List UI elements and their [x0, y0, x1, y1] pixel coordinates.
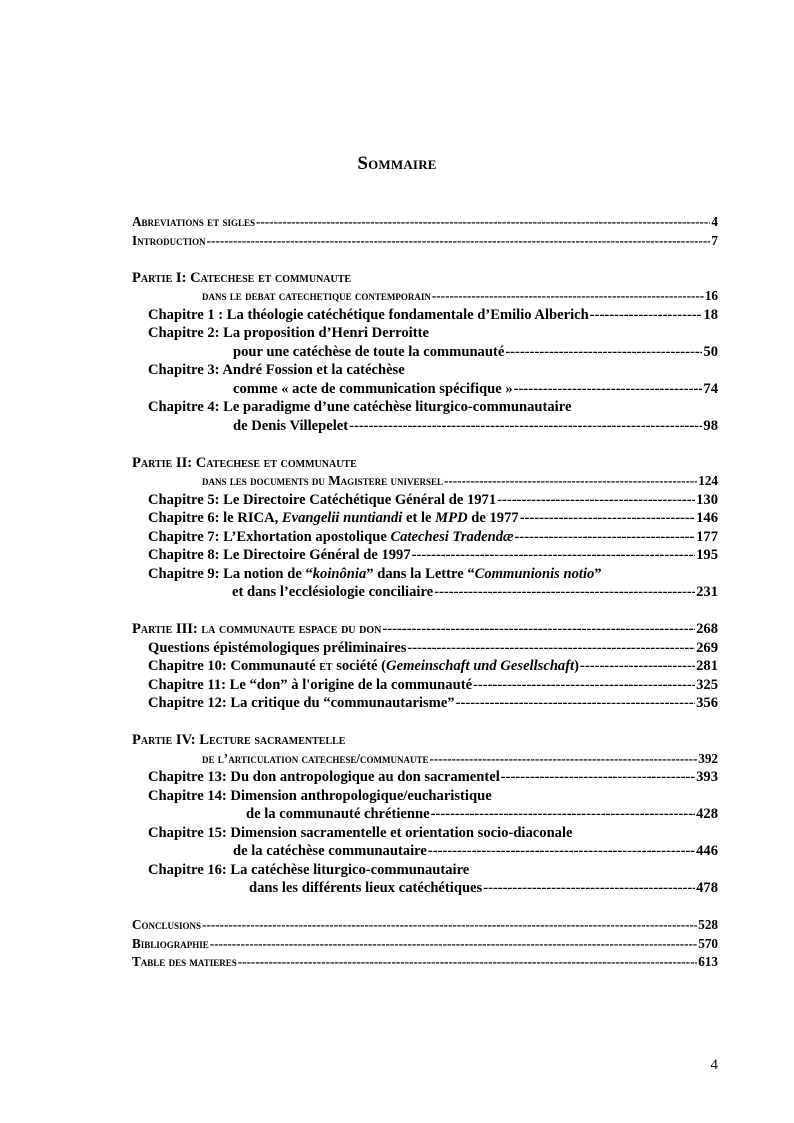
toc-entry-chapter[interactable]: [132, 695, 718, 714]
entry-label: Bibliographie: [132, 935, 209, 951]
entry-label: Chapitre 10: Communauté et société (Gemeinschaft und Gesellschaft): [148, 658, 580, 674]
toc-entry-introduction[interactable]: [132, 233, 718, 252]
page-number: 4: [710, 1057, 718, 1073]
entry-label: Chapitre 11: Le “don” à l'origine de la communauté: [148, 676, 473, 693]
entry-label: Conclusions: [132, 917, 202, 932]
entry-label: Abreviations et sigles: [132, 214, 255, 229]
entry-page: 74: [703, 380, 718, 397]
entry-page: 195: [696, 547, 718, 563]
chapter-title-line: Chapitre 3: André Fossion et la catéchèse: [148, 362, 405, 378]
part-heading: Partie II: Catechese et communaute: [132, 454, 357, 471]
entry-page: 356: [696, 695, 718, 711]
part-heading: Partie IV: Lecture sacramentelle: [132, 732, 346, 748]
entry-label: dans les documents du Magistere universel: [202, 473, 443, 488]
entry-page: 7: [711, 232, 718, 248]
entry-page: 231: [696, 584, 718, 600]
entry-page: 124: [698, 473, 718, 488]
entry-page: 446: [696, 843, 718, 859]
entry-page: 16: [704, 288, 718, 303]
toc-entry-chapter[interactable]: [132, 658, 718, 677]
entry-label: comme « acte de communication spécifique »: [233, 380, 513, 397]
entry-label: dans les différents lieux catéchétiques: [249, 880, 483, 896]
entry-label: Table des matieres: [132, 954, 237, 969]
entry-page: 146: [696, 510, 718, 526]
toc-entry-chapter[interactable]: [132, 769, 718, 788]
entry-label: Chapitre 1 : La théologie catéchétique fondamentale d’Emilio Alberich: [148, 306, 589, 323]
entry-page: 98: [703, 417, 718, 434]
toc-entry-chapter[interactable]: [132, 510, 718, 529]
entry-page: 130: [696, 491, 718, 508]
toc-entry-part[interactable]: [132, 751, 718, 770]
entry-page: 18: [703, 306, 718, 323]
part-heading: Partie I: Catechese et communaute: [132, 269, 352, 286]
toc-entry-part[interactable]: [132, 621, 718, 640]
entry-page: 325: [696, 676, 718, 693]
entry-label: de l’articulation catechese/communaute: [202, 750, 429, 766]
entry-label: pour une catéchèse de toute la communauté: [233, 343, 505, 360]
toc-entry-chapter[interactable]: [132, 307, 718, 326]
toc-entry-chapter[interactable]: [132, 584, 718, 603]
toc-entry-chapter[interactable]: [132, 806, 718, 825]
entry-page: 570: [698, 935, 718, 951]
entry-label: Questions épistémologiques préliminaires: [148, 639, 407, 656]
entry-label: Chapitre 7: L’Exhortation apostolique Catechesi Tradendæ: [148, 528, 514, 545]
chapter-title-line: Chapitre 14: Dimension anthropologique/eucharistique: [148, 787, 492, 804]
toc-entry-chapter[interactable]: [132, 880, 718, 899]
entry-page: 392: [698, 750, 718, 766]
entry-label: de la communauté chrétienne: [246, 806, 430, 822]
chapter-title-line: Chapitre 16: La catéchèse liturgico-communautaire: [148, 861, 470, 878]
entry-page: 177: [696, 528, 718, 545]
chapter-title-line: Chapitre 2: La proposition d’Henri Derroitte: [148, 325, 429, 341]
toc-entry-table-of-contents[interactable]: [132, 954, 718, 973]
toc-entry-part[interactable]: [132, 473, 718, 492]
toc-entry-chapter[interactable]: [132, 418, 718, 437]
entry-page: 613: [698, 954, 718, 969]
entry-label: Partie III: la communaute espace du don: [132, 621, 382, 637]
entry-page: 268: [696, 621, 718, 637]
chapter-title-line: Chapitre 4: Le paradigme d’une catéchèse liturgico-communautaire: [148, 399, 572, 415]
page-title: Sommaire: [357, 153, 437, 174]
entry-page: 393: [696, 769, 718, 785]
entry-label: et dans l’ecclésiologie conciliaire: [232, 584, 434, 600]
toc-entry-abbreviations[interactable]: [132, 214, 718, 233]
toc-entry-bibliography[interactable]: [132, 936, 718, 955]
chapter-title-line: Chapitre 9: La notion de “koinônia” dans la Lettre “Communionis notio”: [148, 565, 602, 582]
entry-label: Chapitre 5: Le Directoire Catéchétique Général de 1971: [148, 491, 497, 508]
entry-label: Chapitre 12: La critique du “communautarisme”: [148, 695, 455, 711]
entry-page: 478: [696, 880, 718, 896]
toc-entry-conclusions[interactable]: [132, 917, 718, 936]
toc-entry-part[interactable]: [132, 288, 718, 307]
entry-page: 4: [711, 214, 718, 229]
toc-entry-chapter[interactable]: [132, 640, 718, 659]
entry-page: 428: [696, 806, 718, 822]
entry-page: 50: [703, 343, 718, 360]
toc-entry-chapter[interactable]: [132, 677, 718, 696]
entry-label: Chapitre 8: Le Directoire Général de 1997: [148, 547, 411, 563]
entry-label: Chapitre 6: le RICA, Evangelii nuntiandi et le MPD de 1977: [148, 510, 519, 526]
toc-entry-chapter[interactable]: [132, 492, 718, 511]
toc-entry-chapter[interactable]: [132, 529, 718, 548]
toc-entry-chapter[interactable]: [132, 381, 718, 400]
chapter-title-line: Chapitre 15: Dimension sacramentelle et orientation socio-diaconale: [148, 824, 573, 841]
entry-label: dans le debat catechetique contemporain: [202, 288, 431, 303]
entry-label: de Denis Villepelet: [233, 417, 349, 434]
toc-entry-chapter[interactable]: [132, 547, 718, 566]
entry-page: 281: [696, 658, 718, 674]
entry-page: 528: [698, 917, 718, 932]
entry-page: 269: [696, 639, 718, 656]
entry-label: Chapitre 13: Du don antropologique au don sacramentel: [148, 769, 500, 785]
entry-label: Introduction: [132, 232, 206, 248]
entry-label: de la catéchèse communautaire: [233, 843, 427, 859]
toc-entry-chapter[interactable]: [132, 344, 718, 363]
toc-entry-chapter[interactable]: [132, 843, 718, 862]
table-of-contents: [132, 214, 718, 973]
